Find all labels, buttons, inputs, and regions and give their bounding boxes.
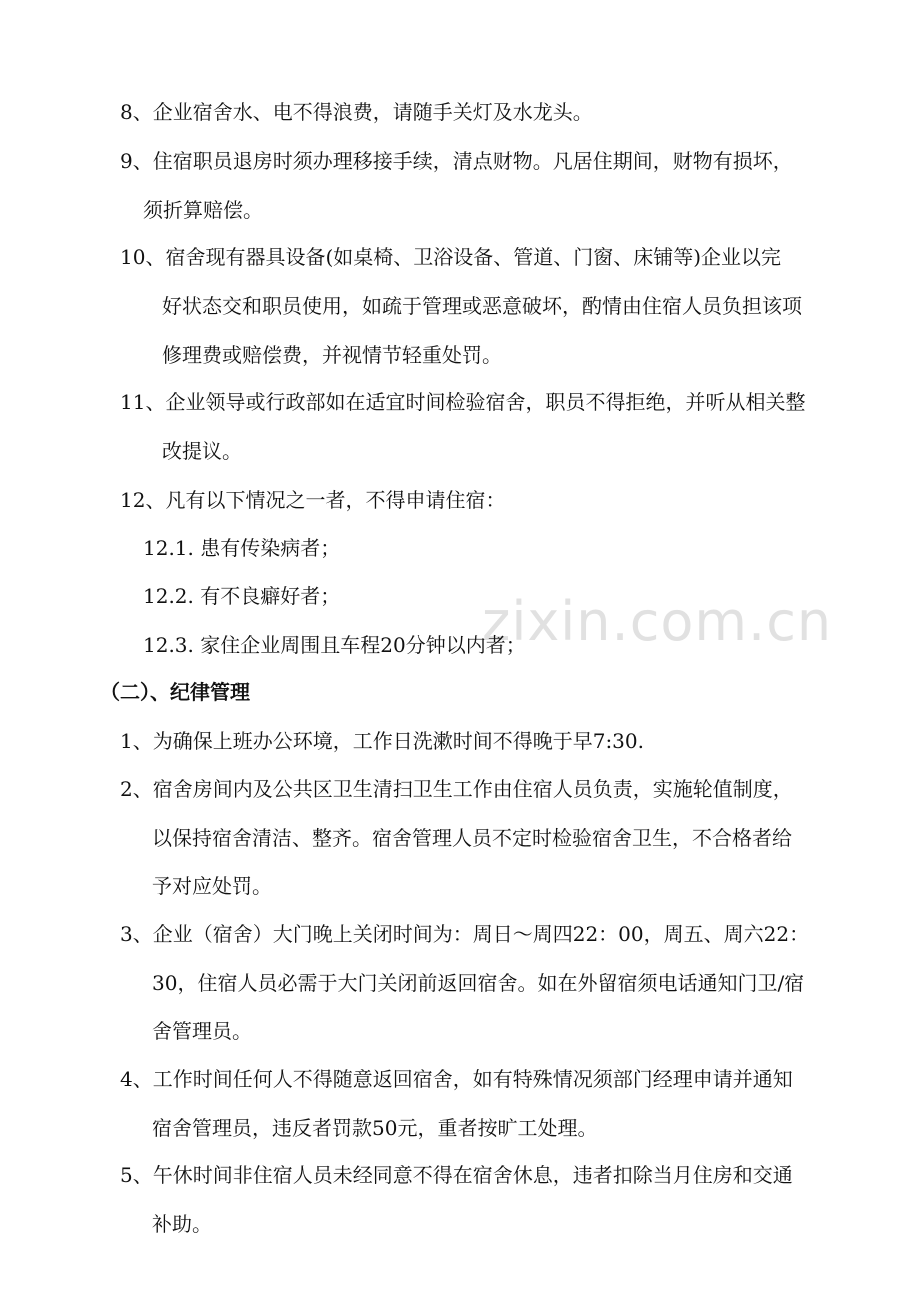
- rule-4-line-2: 宿舍管理员，违反者罚款50元，重者按旷工处理。: [152, 1116, 598, 1140]
- rule-2-line-1: 2、宿舍房间内及公共区卫生清扫卫生工作由住宿人员负责，实施轮值制度，: [120, 777, 793, 801]
- rule-2-line-2: 以保持宿舍清洁、整齐。宿舍管理人员不定时检验宿舍卫生，不合格者给: [152, 826, 792, 850]
- watermark: zixin.com.cn: [482, 590, 833, 653]
- item-10-line-2: 好状态交和职员使用，如疏于管理或恶意破坏，酌情由住宿人员负担该项: [162, 294, 802, 318]
- section-heading: （二）、纪律管理: [100, 680, 250, 704]
- rule-5-line-2: 补助。: [152, 1212, 212, 1236]
- rule-4-line-1: 4、工作时间任何人不得随意返回宿舍，如有特殊情况须部门经理申请并通知: [120, 1067, 793, 1091]
- rule-1-line-1: 1、为确保上班办公环境，工作日洗漱时间不得晚于早7:30.: [120, 729, 644, 753]
- item-12-1: 12.1. 患有传染病者；: [143, 536, 341, 560]
- item-10-line-1: 10、宿舍现有器具设备(如桌椅、卫浴设备、管道、门窗、床铺等)企业以完: [120, 245, 782, 269]
- item-10-line-3: 修理费或赔偿费，并视情节轻重处罚。: [162, 343, 502, 367]
- item-12-3: 12.3. 家住企业周围且车程20分钟以内者；: [143, 633, 526, 657]
- item-8-line-1: 8、企业宿舍水、电不得浪费，请随手关灯及水龙头。: [120, 100, 593, 124]
- item-11-line-1: 11、企业领导或行政部如在适宜时间检验宿舍，职员不得拒绝，并听从相关整: [120, 390, 806, 414]
- rule-5-line-1: 5、午休时间非住宿人员未经同意不得在宿舍休息，违者扣除当月住房和交通: [120, 1163, 793, 1187]
- item-12-2: 12.2. 有不良癖好者；: [143, 584, 341, 608]
- rule-3-line-1: 3、企业（宿舍）大门晚上关闭时间为：周日～周四22：00，周五、周六22：: [120, 922, 810, 946]
- rule-3-line-3: 舍管理员。: [152, 1019, 252, 1043]
- item-9-line-1: 9、住宿职员退房时须办理移接手续，清点财物。凡居住期间，财物有损坏，: [120, 149, 793, 173]
- item-9-line-2: 须折算赔偿。: [143, 198, 263, 222]
- rule-3-line-2: 30，住宿人员必需于大门关闭前返回宿舍。如在外留宿须电话通知门卫/宿: [152, 971, 805, 995]
- item-12-line-1: 12、凡有以下情况之一者，不得申请住宿：: [120, 488, 506, 512]
- rule-2-line-3: 予对应处罚。: [152, 874, 272, 898]
- item-11-line-2: 改提议。: [162, 439, 242, 463]
